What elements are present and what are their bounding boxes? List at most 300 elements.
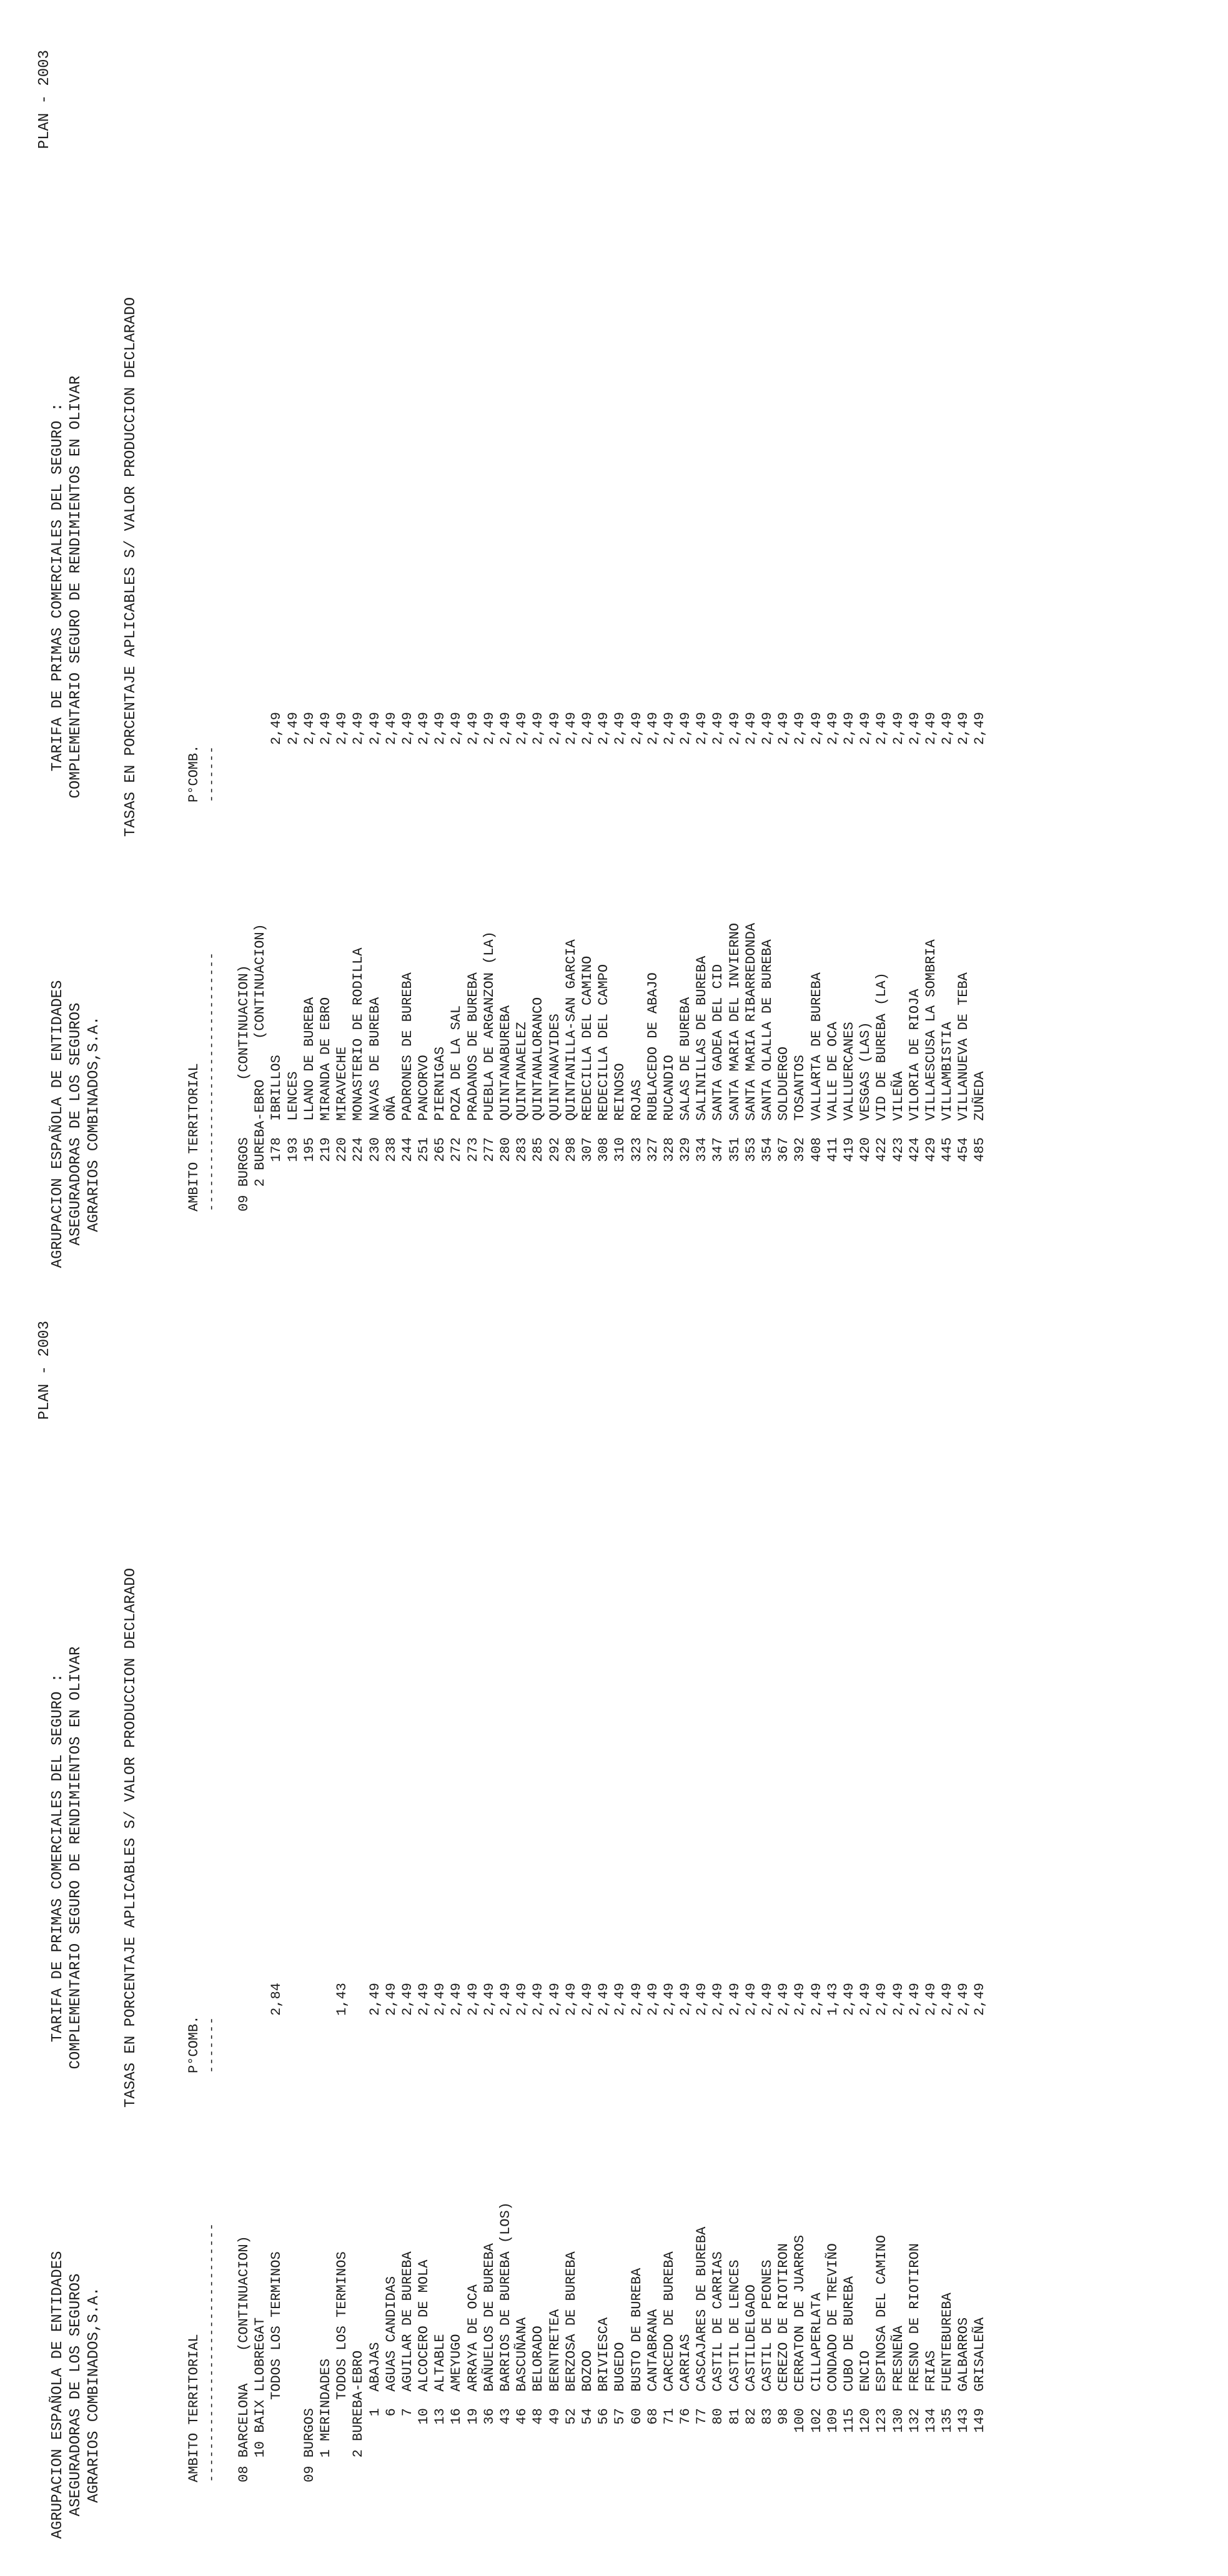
territory-name: 68 CANTABRANA — [645, 2309, 661, 2482]
header-underline: -------------------------------- — [205, 951, 219, 1212]
org-line: ASEGURADORAS DE LOS SEGUROS — [67, 2273, 84, 2517]
table-row — [384, 1296, 400, 2482]
table-row — [792, 1296, 808, 2482]
territory-name: 13 ALTABLE — [432, 2334, 448, 2482]
territory-name: 132 FRESNO DE RIOTIRON — [906, 2243, 923, 2482]
premium-rate: 2,49 — [841, 712, 857, 745]
territory-name: TODOS LOS TERMINOS — [269, 2251, 285, 2482]
territory-name: 16 AMEYUGO — [448, 2334, 465, 2482]
territory-name: 423 VILEÑA — [890, 1071, 906, 1212]
territory-name: 102 CILLAPERLATA — [808, 2292, 824, 2482]
premium-rate: 2,49 — [547, 1983, 563, 2016]
premium-rate: 2,49 — [367, 1983, 383, 2016]
premium-rate: 2,49 — [498, 712, 513, 745]
territory-name: 327 RUBLACEDO DE ABAJO — [645, 972, 661, 1212]
premium-rate: 2,49 — [890, 1983, 906, 2016]
territory-name: 109 CONDADO DE TREVIÑO — [824, 2243, 841, 2482]
territory-name: 09 BURGOS — [236, 1137, 252, 1212]
territory-name: 130 FRESNEÑA — [890, 2326, 906, 2482]
premium-rate: 2,49 — [645, 712, 661, 745]
org-line: AGRARIOS COMBINADOS,S.A. — [86, 2287, 102, 2503]
territory-name: 1 ABAJAS — [367, 2342, 383, 2482]
organization-header — [49, 962, 103, 1286]
territory-name: 193 LENCES — [285, 1071, 301, 1212]
continuation-note: (CONTINUACION) — [236, 965, 252, 1080]
premium-rate: 2,49 — [465, 712, 481, 745]
territory-name: 244 PADRONES DE BUREBA — [399, 972, 415, 1212]
table-row — [367, 25, 384, 1212]
table-row — [661, 25, 678, 1212]
table-row — [809, 1296, 825, 2482]
premium-rate: 2,49 — [465, 1983, 481, 2016]
table-row — [547, 1296, 563, 2482]
table-row — [874, 25, 890, 1212]
territory-name: 422 VID DE BUREBA (LA) — [874, 972, 890, 1212]
table-row — [825, 25, 841, 1212]
territory-name: 10 ALCOCERO DE MOLA — [416, 2259, 432, 2482]
org-line: AGRARIOS COMBINADOS,S.A. — [86, 1016, 102, 1232]
table-row — [530, 25, 547, 1212]
premium-rate: 2,49 — [792, 1983, 808, 2016]
premium-rate: 2,49 — [874, 1983, 890, 2016]
territory-name: 419 VALLUERCANES — [841, 1022, 857, 1212]
territory-name: 115 CUBO DE BUREBA — [841, 2276, 857, 2482]
plan-label: PLAN - 2003 — [36, 50, 53, 149]
table-row — [448, 25, 465, 1212]
table-row — [907, 1296, 923, 2482]
table-row — [367, 1296, 384, 2482]
table-row — [580, 1296, 596, 2482]
premium-rate: 2,49 — [579, 1983, 595, 2016]
table-row — [482, 25, 498, 1212]
table-row — [972, 1296, 988, 2482]
table-row — [432, 1296, 448, 2482]
table-row — [841, 25, 858, 1212]
territory-name: 367 SOLDUERGO — [776, 1046, 792, 1212]
premium-rate: 2,49 — [448, 1983, 465, 2016]
territory-name: 195 LLANO DE BUREBA — [301, 997, 317, 1212]
premium-rate: 2,49 — [923, 1983, 939, 2016]
table-row — [760, 25, 776, 1212]
table-row — [596, 25, 612, 1212]
table-row — [514, 1296, 530, 2482]
territory-name: 77 CASCAJARES DE BUREBA — [694, 2226, 710, 2482]
premium-rate: 2,49 — [956, 1983, 972, 2016]
premium-rate: 2,49 — [399, 1983, 415, 2016]
table-row — [416, 25, 432, 1212]
table-row — [498, 25, 514, 1212]
table-row — [874, 1296, 890, 2482]
rates-subtitle: TASAS EN PORCENTAJE APLICABLES S/ VALOR PRODUCCION DECLARADO — [122, 297, 139, 837]
premium-rate: 2,49 — [661, 712, 677, 745]
premium-rate: 2,49 — [498, 1983, 513, 2016]
table-row — [563, 25, 580, 1212]
premium-rate: 2,49 — [383, 712, 399, 745]
premium-rate: 2,49 — [694, 1983, 710, 2016]
premium-rate: 2,49 — [448, 712, 465, 745]
table-row — [645, 25, 661, 1212]
table-row — [612, 25, 628, 1212]
territory-name: 334 SALINILLAS DE BUREBA — [694, 955, 710, 1212]
table-row — [760, 1296, 776, 2482]
territory-name: 323 ROJAS — [628, 1079, 645, 1212]
territory-name: 57 BUGEDO — [612, 2342, 628, 2482]
territory-name: 292 QUINTANAVIDES — [547, 1014, 563, 1212]
table-row — [776, 25, 792, 1212]
table-row — [891, 1296, 907, 2482]
table-row — [580, 25, 596, 1212]
table-row — [530, 1296, 547, 2482]
premium-rate: 2,49 — [874, 712, 890, 745]
table-row — [956, 1296, 972, 2482]
premium-rate: 2,49 — [890, 712, 906, 745]
territory-name: 56 BRIVIESCA — [596, 2317, 612, 2482]
table-row — [252, 25, 269, 1212]
premium-rate: 2,49 — [334, 712, 350, 745]
premium-rate: 2,49 — [743, 712, 759, 745]
table-row — [334, 1296, 350, 2482]
premium-rate: 2,49 — [906, 1983, 923, 2016]
table-row — [236, 25, 252, 1212]
tariff-title — [49, 275, 85, 899]
territory-name: 76 CARRIAS — [678, 2334, 694, 2482]
territory-name: 308 REDECILLA DEL CAMPO — [596, 964, 612, 1212]
territory-name: 273 PRADANOS DE BUREBA — [465, 972, 481, 1212]
table-row — [252, 1296, 269, 2482]
territory-name: 277 PUEBLA DE ARGANZON (LA) — [481, 931, 497, 1212]
territory-name: 285 QUINTANALORANCO — [530, 997, 547, 1212]
territory-name: 353 SANTA MARIA RIBARREDONDA — [743, 922, 759, 1212]
premium-rate: 2,49 — [824, 712, 841, 745]
table-row — [661, 1296, 678, 2482]
territory-name: 36 BAÑUELOS DE BUREBA — [481, 2243, 497, 2482]
territory-name: 7 AGUILAR DE BUREBA — [399, 2251, 415, 2482]
territory-name: 283 QUINTANAELEZ — [514, 1022, 530, 1212]
premium-rate: 2,49 — [923, 712, 939, 745]
territory-name: 429 VILLAESCUSA LA SOMBRIA — [923, 939, 939, 1212]
table-row — [629, 25, 645, 1212]
premium-rate: 2,49 — [906, 712, 923, 745]
table-row — [563, 1296, 580, 2482]
premium-rate: 2,49 — [760, 1983, 775, 2016]
territory-name: 80 CASTIL DE CARRIAS — [710, 2251, 726, 2482]
territory-name: 328 RUCANDIO — [661, 1055, 677, 1212]
territory-name: 392 TOSANTOS — [792, 1055, 808, 1212]
territory-name: 329 SALAS DE BUREBA — [678, 997, 694, 1212]
premium-rate: 1,43 — [334, 1983, 350, 2016]
table-row — [694, 25, 710, 1212]
table-row — [465, 25, 482, 1212]
premium-rate: 2,49 — [726, 712, 743, 745]
territory-name: 485 ZUÑEDA — [972, 1071, 988, 1212]
table-row — [482, 1296, 498, 2482]
premium-rate: 2,49 — [760, 712, 775, 745]
premium-rate: 2,49 — [367, 712, 383, 745]
premium-rate: 2,49 — [481, 1983, 497, 2016]
premium-rate: 2,49 — [269, 712, 285, 745]
territory-name: 445 VILLAMBISTIA — [939, 1022, 956, 1212]
territory-name: 83 CASTIL DE PEONES — [760, 2259, 775, 2482]
premium-rate: 2,49 — [628, 1983, 645, 2016]
premium-rate: 2,49 — [301, 712, 317, 745]
table-row — [923, 1296, 939, 2482]
column-header-ambito: AMBITO TERRITORIAL — [186, 2334, 202, 2482]
table-row — [891, 25, 907, 1212]
territory-name: 272 POZA DE LA SAL — [448, 1005, 465, 1212]
territory-name: 408 VALLARTA DE BUREBA — [808, 972, 824, 1212]
territory-name: 123 ESPINOSA DEL CAMINO — [874, 2234, 890, 2482]
premium-rate: 2,49 — [317, 712, 334, 745]
territory-name: 230 NAVAS DE BUREBA — [367, 997, 383, 1212]
table-row — [236, 1296, 252, 2482]
table-row — [416, 1296, 432, 2482]
premium-rate: 2,49 — [432, 1983, 448, 2016]
premium-rate: 2,49 — [858, 712, 874, 745]
table-row — [792, 25, 808, 1212]
territory-name: 2 BUREBA-EBRO — [252, 1079, 269, 1212]
territory-name: 220 MIRAVECHE — [334, 1046, 350, 1212]
premium-rate: 2,49 — [776, 712, 792, 745]
territory-name: 54 BOZOO — [579, 2350, 595, 2482]
header-underline: ------- — [205, 2016, 219, 2073]
table-row — [318, 1296, 334, 2482]
territory-name: 52 BERZOSA DE BUREBA — [563, 2251, 579, 2482]
table-row — [743, 1296, 760, 2482]
table-row — [318, 25, 334, 1212]
organization-header — [49, 2233, 103, 2557]
table-row — [350, 1296, 367, 2482]
territory-name: 178 IBRILLOS — [269, 1055, 285, 1212]
premium-rate: 2,49 — [514, 712, 530, 745]
table-row — [448, 1296, 465, 2482]
territory-rows — [236, 1296, 989, 2482]
premium-rate: 2,49 — [841, 1983, 857, 2016]
territory-name: 6 AGUAS CANDIDAS — [383, 2276, 399, 2482]
table-row — [384, 25, 400, 1212]
territory-name: 307 REDECILLA DEL CAMINO — [579, 955, 595, 1212]
territory-name: 424 VILORIA DE RIOJA — [906, 989, 923, 1212]
territory-name: 2 BUREBA-EBRO — [350, 2350, 367, 2482]
premium-rate: 2,49 — [678, 712, 694, 745]
table-row — [547, 25, 563, 1212]
territory-name: 411 VALLE DE OCA — [824, 1022, 841, 1212]
tariff-title — [49, 1546, 85, 2170]
premium-rate: 2,49 — [285, 712, 301, 745]
title-line: TARIFA DE PRIMAS COMERCIALES DEL SEGURO : — [49, 1673, 66, 2043]
territory-name: 265 PIERNIGAS — [432, 1046, 448, 1212]
premium-rate: 2,49 — [399, 712, 415, 745]
territory-name: 280 QUINTANABUREBA — [498, 1005, 513, 1212]
premium-rate: 2,49 — [972, 1983, 988, 2016]
territory-name: 251 PANCORVO — [416, 1055, 432, 1212]
table-row — [727, 1296, 743, 2482]
table-row — [400, 1296, 416, 2482]
premium-rate: 2,49 — [858, 1983, 874, 2016]
table-row — [809, 25, 825, 1212]
premium-rate: 2,49 — [383, 1983, 399, 2016]
table-row — [825, 1296, 841, 2482]
territory-name: 81 CASTIL DE LENCES — [726, 2259, 743, 2482]
table-row — [743, 25, 760, 1212]
table-row — [858, 25, 874, 1212]
premium-rate: 2,49 — [628, 712, 645, 745]
territory-name: 98 CEREZO DE RIOTIRON — [776, 2243, 792, 2482]
table-row — [939, 25, 956, 1212]
premium-rate: 2,49 — [612, 1983, 628, 2016]
premium-rate: 2,49 — [350, 712, 367, 745]
table-row — [285, 25, 302, 1212]
premium-rate: 2,49 — [530, 1983, 547, 2016]
table-row — [432, 25, 448, 1212]
territory-name: 135 FUENTEBUREBA — [939, 2292, 956, 2482]
territory-name: 219 MIRANDA DE EBRO — [317, 997, 334, 1212]
premium-rate: 2,49 — [678, 1983, 694, 2016]
premium-rate: 2,49 — [612, 712, 628, 745]
table-row — [678, 25, 694, 1212]
continuation-note: (CONTINUACION) — [252, 924, 269, 1080]
territory-name: 48 BELORADO — [530, 2326, 547, 2482]
territory-name: 454 VILLANUEVA DE TEBA — [956, 972, 972, 1212]
table-row — [285, 1296, 302, 2482]
table-row — [939, 1296, 956, 2482]
table-row — [498, 1296, 514, 2482]
territory-name: 49 BERNTRETEA — [547, 2309, 563, 2482]
premium-rate: 2,49 — [547, 712, 563, 745]
territory-name: 149 GRISALEÑA — [972, 2317, 988, 2482]
territory-name: 224 MONASTERIO DE RODILLA — [350, 947, 367, 1212]
territory-name: 43 BARRIOS DE BUREBA (LOS) — [498, 2202, 513, 2482]
table-row — [956, 25, 972, 1212]
premium-rate: 2,49 — [743, 1983, 759, 2016]
territory-name: 120 ENCIO — [858, 2350, 874, 2482]
table-row — [596, 1296, 612, 2482]
tariff-page — [0, 1271, 1228, 2557]
territory-name: 46 BASCUÑANA — [514, 2317, 530, 2482]
premium-rate: 2,49 — [481, 712, 497, 745]
territory-name: 298 QUINTANILLA-SAN GARCIA — [563, 939, 579, 1212]
table-row — [612, 1296, 628, 2482]
territory-name: 82 CASTILDELGADO — [743, 2284, 759, 2482]
table-row — [858, 1296, 874, 2482]
table-row — [350, 25, 367, 1212]
title-line: COMPLEMENTARIO SEGURO DE RENDIMIENTOS EN OLIVAR — [67, 375, 84, 799]
premium-rate: 2,49 — [563, 712, 579, 745]
territory-name: 09 BURGOS — [301, 2408, 317, 2482]
premium-rate: 2,49 — [579, 712, 595, 745]
premium-rate: 2,49 — [956, 712, 972, 745]
territory-name: 310 REINOSO — [612, 1063, 628, 1212]
table-row — [269, 1296, 285, 2482]
continuation-note: (CONTINUACION) — [236, 2236, 252, 2351]
territory-name: 19 ARRAYA DE OCA — [465, 2284, 481, 2482]
premium-rate: 2,49 — [645, 1983, 661, 2016]
table-row — [334, 25, 350, 1212]
table-row — [907, 25, 923, 1212]
table-row — [465, 1296, 482, 2482]
premium-rate: 2,49 — [939, 712, 956, 745]
table-row — [972, 25, 988, 1212]
territory-name: 71 CARCEDO DE BUREBA — [661, 2251, 677, 2482]
tariff-page — [0, 0, 1228, 1286]
table-row — [269, 25, 285, 1212]
column-header-ambito: AMBITO TERRITORIAL — [186, 1063, 202, 1212]
table-row — [645, 1296, 661, 2482]
table-row — [694, 1296, 710, 2482]
header-underline: -------------------------------- — [205, 2222, 219, 2482]
premium-rate: 2,49 — [596, 1983, 612, 2016]
premium-rate: 2,49 — [808, 712, 824, 745]
territory-name: 143 GALBARROS — [956, 2317, 972, 2482]
title-line: TARIFA DE PRIMAS COMERCIALES DEL SEGURO : — [49, 402, 66, 772]
premium-rate: 2,49 — [710, 712, 726, 745]
territory-name: 08 BARCELONA — [236, 2383, 252, 2482]
territory-name: 1 MERINDADES — [317, 2358, 334, 2482]
table-row — [629, 1296, 645, 2482]
table-row — [400, 25, 416, 1212]
column-header-pcomb: P°COMB. — [186, 2015, 202, 2073]
rates-subtitle: TASAS EN PORCENTAJE APLICABLES S/ VALOR PRODUCCION DECLARADO — [122, 1567, 139, 2108]
premium-rate: 2,49 — [939, 1983, 956, 2016]
table-row — [302, 25, 318, 1212]
table-row — [727, 25, 743, 1212]
header-underline: ------- — [205, 745, 219, 802]
premium-rate: 2,49 — [972, 712, 988, 745]
premium-rate: 2,49 — [416, 1983, 432, 2016]
premium-rate: 2,84 — [269, 1983, 285, 2016]
premium-rate: 2,49 — [694, 712, 710, 745]
territory-name: 238 OÑA — [383, 1096, 399, 1212]
table-row — [302, 1296, 318, 2482]
table-row — [776, 1296, 792, 2482]
territory-name: 420 VESGAS (LAS) — [858, 1022, 874, 1212]
table-row — [514, 25, 530, 1212]
premium-rate: 2,49 — [530, 712, 547, 745]
territory-name: TODOS LOS TERMINOS — [334, 2251, 350, 2482]
premium-rate: 2,49 — [710, 1983, 726, 2016]
territory-name: 351 SANTA MARIA DEL INVIERNO — [726, 922, 743, 1212]
territory-name: 347 SANTA GADEA DEL CID — [710, 964, 726, 1212]
premium-rate: 2,49 — [792, 712, 808, 745]
premium-rate: 2,49 — [726, 1983, 743, 2016]
title-line: COMPLEMENTARIO SEGURO DE RENDIMIENTOS EN OLIVAR — [67, 1646, 84, 2070]
org-line: AGRUPACION ESPAÑOLA DE ENTIDADES — [49, 980, 66, 1268]
premium-rate: 2,49 — [432, 712, 448, 745]
table-row — [710, 25, 726, 1212]
column-header-pcomb: P°COMB. — [186, 744, 202, 802]
premium-rate: 2,49 — [808, 1983, 824, 2016]
premium-rate: 2,49 — [776, 1983, 792, 2016]
territory-name: 134 FRIAS — [923, 2350, 939, 2482]
org-line: ASEGURADORAS DE LOS SEGUROS — [67, 1002, 84, 1246]
table-row — [678, 1296, 694, 2482]
plan-label: PLAN - 2003 — [36, 1321, 53, 1420]
territory-name: 10 BAIX LLOBREGAT — [252, 2317, 269, 2482]
premium-rate: 2,49 — [416, 712, 432, 745]
territory-name: 100 CERRATON DE JUARROS — [792, 2234, 808, 2482]
premium-rate: 1,43 — [824, 1983, 841, 2016]
table-row — [923, 25, 939, 1212]
territory-name: 354 SANTA OLALLA DE BUREBA — [760, 939, 775, 1212]
table-row — [841, 1296, 858, 2482]
org-line: AGRUPACION ESPAÑOLA DE ENTIDADES — [49, 2251, 66, 2539]
premium-rate: 2,49 — [661, 1983, 677, 2016]
territory-name: 60 BUSTO DE BUREBA — [628, 2268, 645, 2482]
table-row — [710, 1296, 726, 2482]
premium-rate: 2,49 — [563, 1983, 579, 2016]
territory-rows — [236, 25, 989, 1212]
premium-rate: 2,49 — [514, 1983, 530, 2016]
premium-rate: 2,49 — [596, 712, 612, 745]
